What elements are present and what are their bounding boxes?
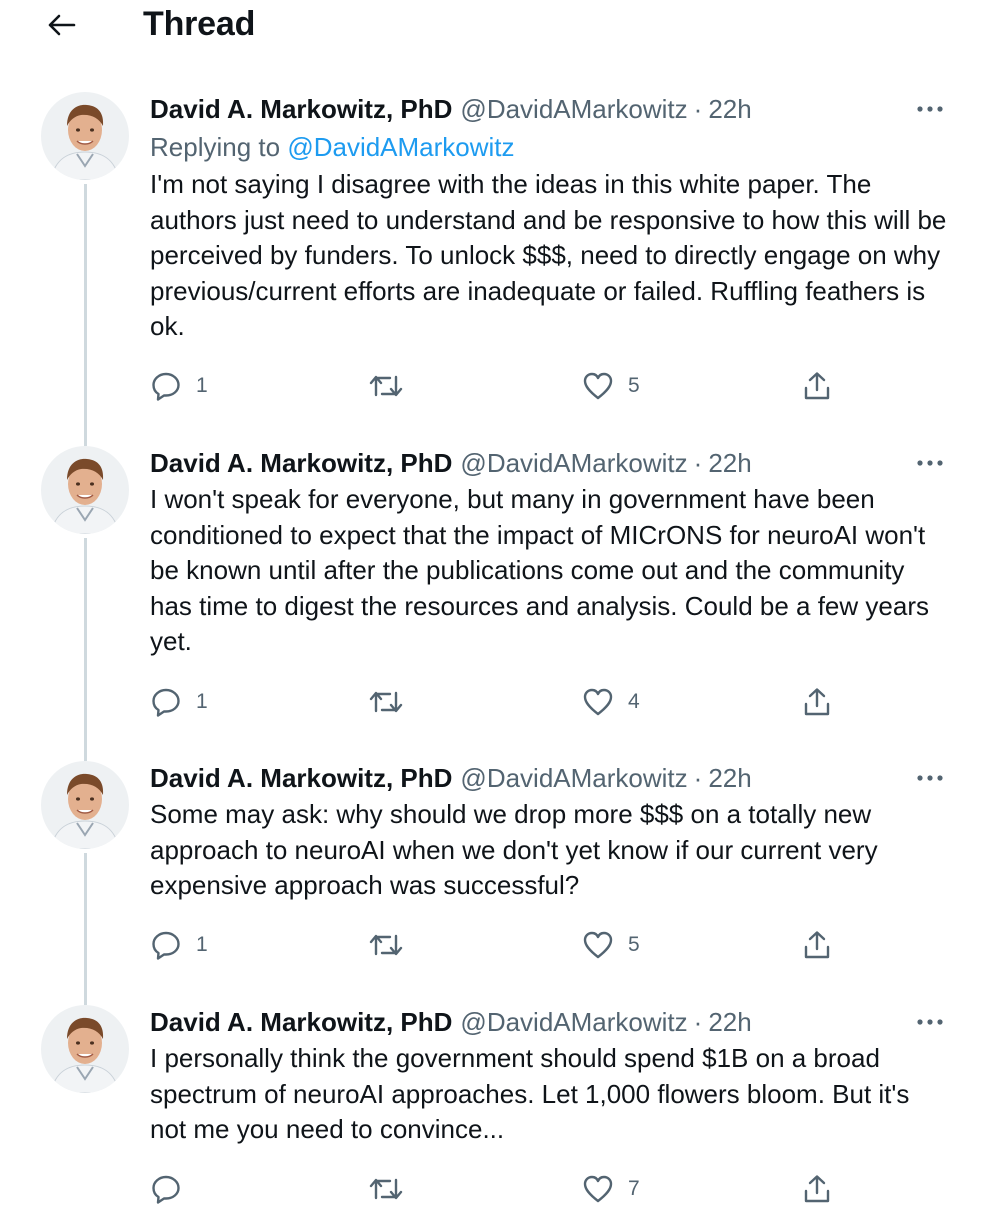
- retweet-button[interactable]: [368, 1171, 418, 1206]
- author-handle[interactable]: @DavidAMarkowitz: [460, 448, 688, 478]
- tweet-actions: [150, 927, 850, 963]
- retweet-icon: [368, 1174, 404, 1204]
- more-icon: [916, 774, 944, 782]
- more-icon: [916, 1018, 944, 1026]
- like-count: 5: [628, 933, 640, 956]
- heart-icon: [582, 1174, 614, 1204]
- more-options-button[interactable]: [910, 1005, 950, 1039]
- back-arrow-icon: [46, 13, 76, 37]
- replying-to-link[interactable]: @DavidAMarkowitz: [287, 132, 515, 162]
- retweet-button[interactable]: [368, 368, 418, 404]
- like-count: 5: [628, 374, 640, 397]
- share-icon: [802, 1173, 832, 1205]
- author-name[interactable]: David A. Markowitz, PhD: [150, 1007, 453, 1037]
- tweet-time[interactable]: 22h: [708, 94, 752, 124]
- avatar[interactable]: [41, 446, 129, 534]
- reply-button[interactable]: [150, 927, 208, 963]
- tweet-text: Some may ask: why should we drop more $$$ on a totally new approach to neuroAI when we don't yet know if our current very expensive approach was successful?: [150, 799, 878, 901]
- tweet-header: [150, 446, 950, 480]
- reply-count: 1: [196, 933, 208, 956]
- replying-to: [150, 129, 950, 165]
- avatar[interactable]: [41, 761, 129, 849]
- author-handle[interactable]: @DavidAMarkowitz: [460, 763, 688, 793]
- page-title: Thread: [143, 5, 256, 43]
- thread-connector: [84, 538, 87, 761]
- like-button[interactable]: [582, 368, 640, 404]
- tweet-actions: [150, 684, 850, 720]
- reply-icon: [150, 370, 182, 402]
- reply-icon: [150, 1173, 182, 1205]
- more-icon: [916, 105, 944, 113]
- heart-icon: [582, 371, 614, 401]
- separator-dot: ·: [693, 1007, 703, 1037]
- separator-dot: ·: [693, 448, 703, 478]
- author-name[interactable]: David A. Markowitz, PhD: [150, 448, 453, 478]
- share-icon: [802, 686, 832, 718]
- reply-count: 1: [196, 690, 208, 713]
- retweet-icon: [368, 930, 404, 960]
- avatar-image: [41, 1005, 129, 1093]
- heart-icon: [582, 687, 614, 717]
- tweet-header: [150, 761, 950, 795]
- tweet-header: [150, 92, 950, 126]
- reply-button[interactable]: [150, 684, 208, 720]
- tweet-time[interactable]: 22h: [708, 448, 752, 478]
- tweet-body: [150, 761, 950, 904]
- tweet-actions: [150, 1171, 850, 1206]
- replying-prefix: Replying to: [150, 132, 281, 162]
- separator-dot: ·: [693, 763, 703, 793]
- avatar-image: [41, 92, 129, 180]
- tweet-body: [150, 1005, 950, 1148]
- retweet-icon: [368, 687, 404, 717]
- reply-count: 1: [196, 374, 208, 397]
- header: [0, 0, 997, 60]
- share-icon: [802, 370, 832, 402]
- like-button[interactable]: [582, 927, 640, 963]
- tweet-text: I personally think the government should spend $1B on a broad spectrum of neuroAI approaches. Let 1,000 flowers bloom. But it's not me you need to convince...: [150, 1043, 910, 1145]
- reply-icon: [150, 686, 182, 718]
- like-count: 4: [628, 690, 640, 713]
- tweet-time[interactable]: 22h: [708, 763, 752, 793]
- reply-button[interactable]: [150, 368, 208, 404]
- tweet-body: [150, 92, 950, 345]
- tweet-time[interactable]: 22h: [708, 1007, 752, 1037]
- more-options-button[interactable]: [910, 761, 950, 795]
- avatar[interactable]: [41, 92, 129, 180]
- like-button[interactable]: [582, 1171, 640, 1206]
- tweet-text: I'm not saying I disagree with the ideas in this white paper. The authors just need to understand and be responsive to how this will be perceived by funders. To unlock $$$, need to directly engage on why previous/current efforts are inadequate or failed. Ruffling feathers is ok.: [150, 169, 947, 342]
- retweet-icon: [368, 371, 404, 401]
- share-button[interactable]: [802, 927, 832, 963]
- reply-button[interactable]: [150, 1171, 196, 1206]
- more-options-button[interactable]: [910, 446, 950, 480]
- reply-icon: [150, 929, 182, 961]
- share-button[interactable]: [802, 1171, 832, 1206]
- author-name[interactable]: David A. Markowitz, PhD: [150, 94, 453, 124]
- retweet-button[interactable]: [368, 684, 418, 720]
- retweet-button[interactable]: [368, 927, 418, 963]
- like-count: 7: [628, 1177, 640, 1200]
- avatar-image: [41, 761, 129, 849]
- author-handle[interactable]: @DavidAMarkowitz: [460, 94, 688, 124]
- more-options-button[interactable]: [910, 92, 950, 126]
- back-button[interactable]: [38, 2, 84, 48]
- more-icon: [916, 459, 944, 467]
- thread-connector: [84, 853, 87, 1005]
- tweet-actions: [150, 368, 850, 404]
- share-icon: [802, 929, 832, 961]
- heart-icon: [582, 930, 614, 960]
- avatar[interactable]: [41, 1005, 129, 1093]
- tweet-text: I won't speak for everyone, but many in government have been conditioned to expect that the impact of MICrONS for neuroAI won't be known until after the publications come out and the community has time to digest the resources and analysis. Could be a few years yet.: [150, 484, 929, 657]
- separator-dot: ·: [693, 94, 703, 124]
- share-button[interactable]: [802, 368, 832, 404]
- author-handle[interactable]: @DavidAMarkowitz: [460, 1007, 688, 1037]
- tweet-body: [150, 446, 950, 660]
- thread-connector: [84, 184, 87, 446]
- share-button[interactable]: [802, 684, 832, 720]
- author-name[interactable]: David A. Markowitz, PhD: [150, 763, 453, 793]
- avatar-image: [41, 446, 129, 534]
- like-button[interactable]: [582, 684, 640, 720]
- tweet-header: [150, 1005, 950, 1039]
